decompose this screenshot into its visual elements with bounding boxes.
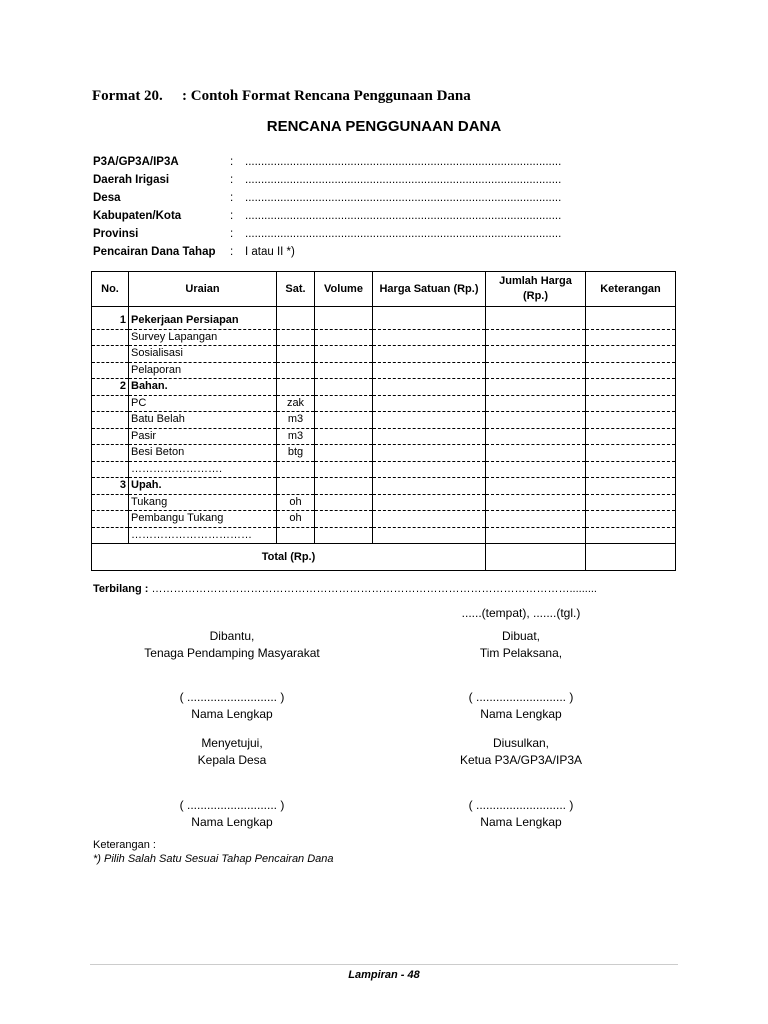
cell-harga-satuan xyxy=(373,428,486,445)
cell-uraian: Survey Lapangan xyxy=(129,329,277,346)
info-key: P3A/GP3A/IP3A xyxy=(93,156,179,168)
cell-no xyxy=(92,412,129,429)
cell-harga-satuan xyxy=(373,478,486,495)
cell-keterangan xyxy=(586,307,676,330)
table-header-row xyxy=(92,272,676,307)
cell-sat xyxy=(277,527,315,544)
cell-jumlah xyxy=(486,511,586,528)
header-uraian: Uraian xyxy=(129,272,277,307)
cell-no: 2 xyxy=(92,379,129,396)
cell-keterangan xyxy=(586,445,676,462)
info-value: I atau II *) xyxy=(245,246,295,258)
cell-volume xyxy=(315,511,373,528)
table-row xyxy=(92,307,676,330)
cell-uraian: Batu Belah xyxy=(129,412,277,429)
cell-harga-satuan xyxy=(373,346,486,363)
info-colon: : xyxy=(230,156,234,168)
table-row xyxy=(92,478,676,495)
cell-jumlah xyxy=(486,307,586,330)
sig-title: Ketua P3A/GP3A/IP3A xyxy=(459,753,583,767)
cell-no xyxy=(92,494,129,511)
sig-title: Kepala Desa xyxy=(197,753,267,767)
signature-left-bottom xyxy=(102,735,362,769)
cell-no xyxy=(92,395,129,412)
cell-uraian: Pasir xyxy=(129,428,277,445)
header-volume: Volume xyxy=(315,272,373,307)
cell-harga-satuan xyxy=(373,527,486,544)
cell-harga-satuan xyxy=(373,412,486,429)
cell-no xyxy=(92,428,129,445)
info-value: ................................................................................................... xyxy=(245,192,562,204)
cell-keterangan xyxy=(586,395,676,412)
info-colon: : xyxy=(230,192,234,204)
cell-no: 1 xyxy=(92,307,129,330)
sig-role: Dibuat, xyxy=(501,629,541,643)
cell-uraian: Pelaporan xyxy=(129,362,277,379)
table-row xyxy=(92,428,676,445)
cell-volume xyxy=(315,379,373,396)
cell-sat: oh xyxy=(277,494,315,511)
cell-sat xyxy=(277,461,315,478)
cell-uraian: …………………………… xyxy=(129,527,277,544)
info-colon: : xyxy=(230,228,234,240)
cell-harga-satuan xyxy=(373,494,486,511)
total-label: Total (Rp.) xyxy=(92,544,486,571)
cell-sat: m3 xyxy=(277,412,315,429)
cell-uraian: Pembangu Tukang xyxy=(129,511,277,528)
info-row-desa xyxy=(93,189,561,207)
cell-jumlah xyxy=(486,395,586,412)
cell-no xyxy=(92,329,129,346)
cell-sat xyxy=(277,478,315,495)
note-block xyxy=(93,838,334,866)
cell-harga-satuan xyxy=(373,379,486,396)
cell-jumlah xyxy=(486,346,586,363)
sig-blank: ( ........................... ) xyxy=(179,798,285,812)
info-key: Daerah Irigasi xyxy=(93,174,170,186)
cell-uraian: Besi Beton xyxy=(129,445,277,462)
sig-name: Nama Lengkap xyxy=(191,815,273,829)
table-row xyxy=(92,362,676,379)
cell-volume xyxy=(315,307,373,330)
page-footer: Lampiran - 48 xyxy=(348,969,420,981)
table-row xyxy=(92,346,676,363)
cell-harga-satuan xyxy=(373,329,486,346)
cell-uraian: PC xyxy=(129,395,277,412)
info-key: Pencairan Dana Tahap xyxy=(93,246,216,258)
header-sat: Sat. xyxy=(277,272,315,307)
info-row-kabupaten xyxy=(93,207,561,225)
cell-harga-satuan xyxy=(373,307,486,330)
cell-volume xyxy=(315,478,373,495)
cell-volume xyxy=(315,329,373,346)
format-text: : Contoh Format Rencana Penggunaan Dana xyxy=(182,88,471,104)
cell-uraian: Upah. xyxy=(129,478,277,495)
cell-keterangan xyxy=(586,478,676,495)
cell-harga-satuan xyxy=(373,511,486,528)
signature-right-name xyxy=(391,689,651,723)
header-no: No. xyxy=(92,272,129,307)
cell-jumlah xyxy=(486,329,586,346)
cell-no xyxy=(92,362,129,379)
sig-blank: ( ........................... ) xyxy=(179,690,285,704)
sig-title: Tenaga Pendamping Masyarakat xyxy=(144,646,320,660)
table-row xyxy=(92,461,676,478)
cell-sat xyxy=(277,362,315,379)
table-row xyxy=(92,494,676,511)
cell-no xyxy=(92,527,129,544)
cell-volume xyxy=(315,346,373,363)
cell-jumlah xyxy=(486,428,586,445)
sig-name: Nama Lengkap xyxy=(480,815,562,829)
budget-table xyxy=(91,271,676,571)
info-colon: : xyxy=(230,210,234,222)
cell-volume xyxy=(315,494,373,511)
sig-name: Nama Lengkap xyxy=(191,707,273,721)
info-row-pencairan xyxy=(93,243,561,261)
cell-keterangan xyxy=(586,527,676,544)
table-row xyxy=(92,379,676,396)
cell-volume xyxy=(315,362,373,379)
cell-sat: m3 xyxy=(277,428,315,445)
cell-volume xyxy=(315,461,373,478)
sig-role: Menyetujui, xyxy=(201,736,263,750)
place-date: ......(tempat), .......(tgl.) xyxy=(461,606,581,620)
cell-keterangan xyxy=(586,412,676,429)
signature-left-name xyxy=(102,689,362,723)
format-number: Format 20. xyxy=(92,88,163,104)
info-colon: : xyxy=(230,174,234,186)
cell-sat xyxy=(277,307,315,330)
info-value: ................................................................................................... xyxy=(245,210,562,222)
cell-sat: zak xyxy=(277,395,315,412)
info-value: ................................................................................................... xyxy=(245,156,562,168)
cell-no xyxy=(92,445,129,462)
cell-uraian: Pekerjaan Persiapan xyxy=(129,307,277,330)
cell-jumlah xyxy=(486,412,586,429)
cell-sat xyxy=(277,346,315,363)
info-key: Kabupaten/Kota xyxy=(93,210,182,222)
cell-harga-satuan xyxy=(373,395,486,412)
cell-keterangan xyxy=(586,329,676,346)
total-jumlah-cell xyxy=(486,544,586,571)
format-heading xyxy=(92,88,471,105)
total-row xyxy=(92,544,676,571)
cell-harga-satuan xyxy=(373,445,486,462)
header-jumlah-harga: Jumlah Harga (Rp.) xyxy=(486,272,586,307)
table-row xyxy=(92,511,676,528)
sig-role: Dibantu, xyxy=(209,629,255,643)
cell-keterangan xyxy=(586,379,676,396)
terbilang-line xyxy=(93,583,597,595)
cell-sat xyxy=(277,379,315,396)
signature-right-bottom xyxy=(391,735,651,769)
cell-jumlah xyxy=(486,362,586,379)
note-text: *) Pilih Salah Satu Sesuai Tahap Pencairan Dana xyxy=(93,853,334,865)
cell-no xyxy=(92,511,129,528)
info-value: ................................................................................................... xyxy=(245,174,562,186)
info-block xyxy=(93,153,561,261)
cell-sat: btg xyxy=(277,445,315,462)
cell-jumlah xyxy=(486,527,586,544)
table-row xyxy=(92,527,676,544)
cell-jumlah xyxy=(486,445,586,462)
cell-volume xyxy=(315,527,373,544)
cell-volume xyxy=(315,412,373,429)
signature-right-top xyxy=(391,628,651,662)
terbilang-dots: ……………………………………………………………………………………………………......... xyxy=(151,583,597,595)
info-value: ................................................................................................... xyxy=(245,228,562,240)
signature-left-name-2 xyxy=(102,797,362,831)
info-key: Desa xyxy=(93,192,121,204)
cell-jumlah xyxy=(486,478,586,495)
cell-jumlah xyxy=(486,494,586,511)
info-row-p3a xyxy=(93,153,561,171)
table-row xyxy=(92,445,676,462)
cell-keterangan xyxy=(586,362,676,379)
info-key: Provinsi xyxy=(93,228,139,240)
header-keterangan: Keterangan xyxy=(586,272,676,307)
cell-uraian: Sosialisasi xyxy=(129,346,277,363)
info-colon: : xyxy=(230,246,234,258)
table-row xyxy=(92,395,676,412)
cell-volume xyxy=(315,445,373,462)
total-keterangan-cell xyxy=(586,544,676,571)
cell-jumlah xyxy=(486,461,586,478)
info-row-daerah-irigasi xyxy=(93,171,561,189)
cell-harga-satuan xyxy=(373,362,486,379)
cell-sat xyxy=(277,329,315,346)
cell-harga-satuan xyxy=(373,461,486,478)
note-label: Keterangan : xyxy=(93,839,156,851)
cell-no: 3 xyxy=(92,478,129,495)
cell-uraian: Tukang xyxy=(129,494,277,511)
cell-keterangan xyxy=(586,461,676,478)
table-row xyxy=(92,412,676,429)
footer-divider xyxy=(90,964,678,965)
cell-keterangan xyxy=(586,428,676,445)
cell-no xyxy=(92,346,129,363)
signature-left-top xyxy=(102,628,362,662)
document-title: RENCANA PENGGUNAAN DANA xyxy=(266,118,502,135)
info-row-provinsi xyxy=(93,225,561,243)
sig-title: Tim Pelaksana, xyxy=(479,646,563,660)
signature-right-name-2 xyxy=(391,797,651,831)
cell-keterangan xyxy=(586,346,676,363)
header-harga-satuan: Harga Satuan (Rp.) xyxy=(373,272,486,307)
cell-jumlah xyxy=(486,379,586,396)
sig-role: Diusulkan, xyxy=(492,736,550,750)
cell-sat: oh xyxy=(277,511,315,528)
table-row xyxy=(92,329,676,346)
cell-volume xyxy=(315,428,373,445)
cell-uraian: ……………………. xyxy=(129,461,277,478)
cell-no xyxy=(92,461,129,478)
sig-name: Nama Lengkap xyxy=(480,707,562,721)
terbilang-label: Terbilang : xyxy=(93,583,149,595)
sig-blank: ( ........................... ) xyxy=(468,798,574,812)
cell-keterangan xyxy=(586,511,676,528)
cell-uraian: Bahan. xyxy=(129,379,277,396)
cell-keterangan xyxy=(586,494,676,511)
cell-volume xyxy=(315,395,373,412)
sig-blank: ( ........................... ) xyxy=(468,690,574,704)
